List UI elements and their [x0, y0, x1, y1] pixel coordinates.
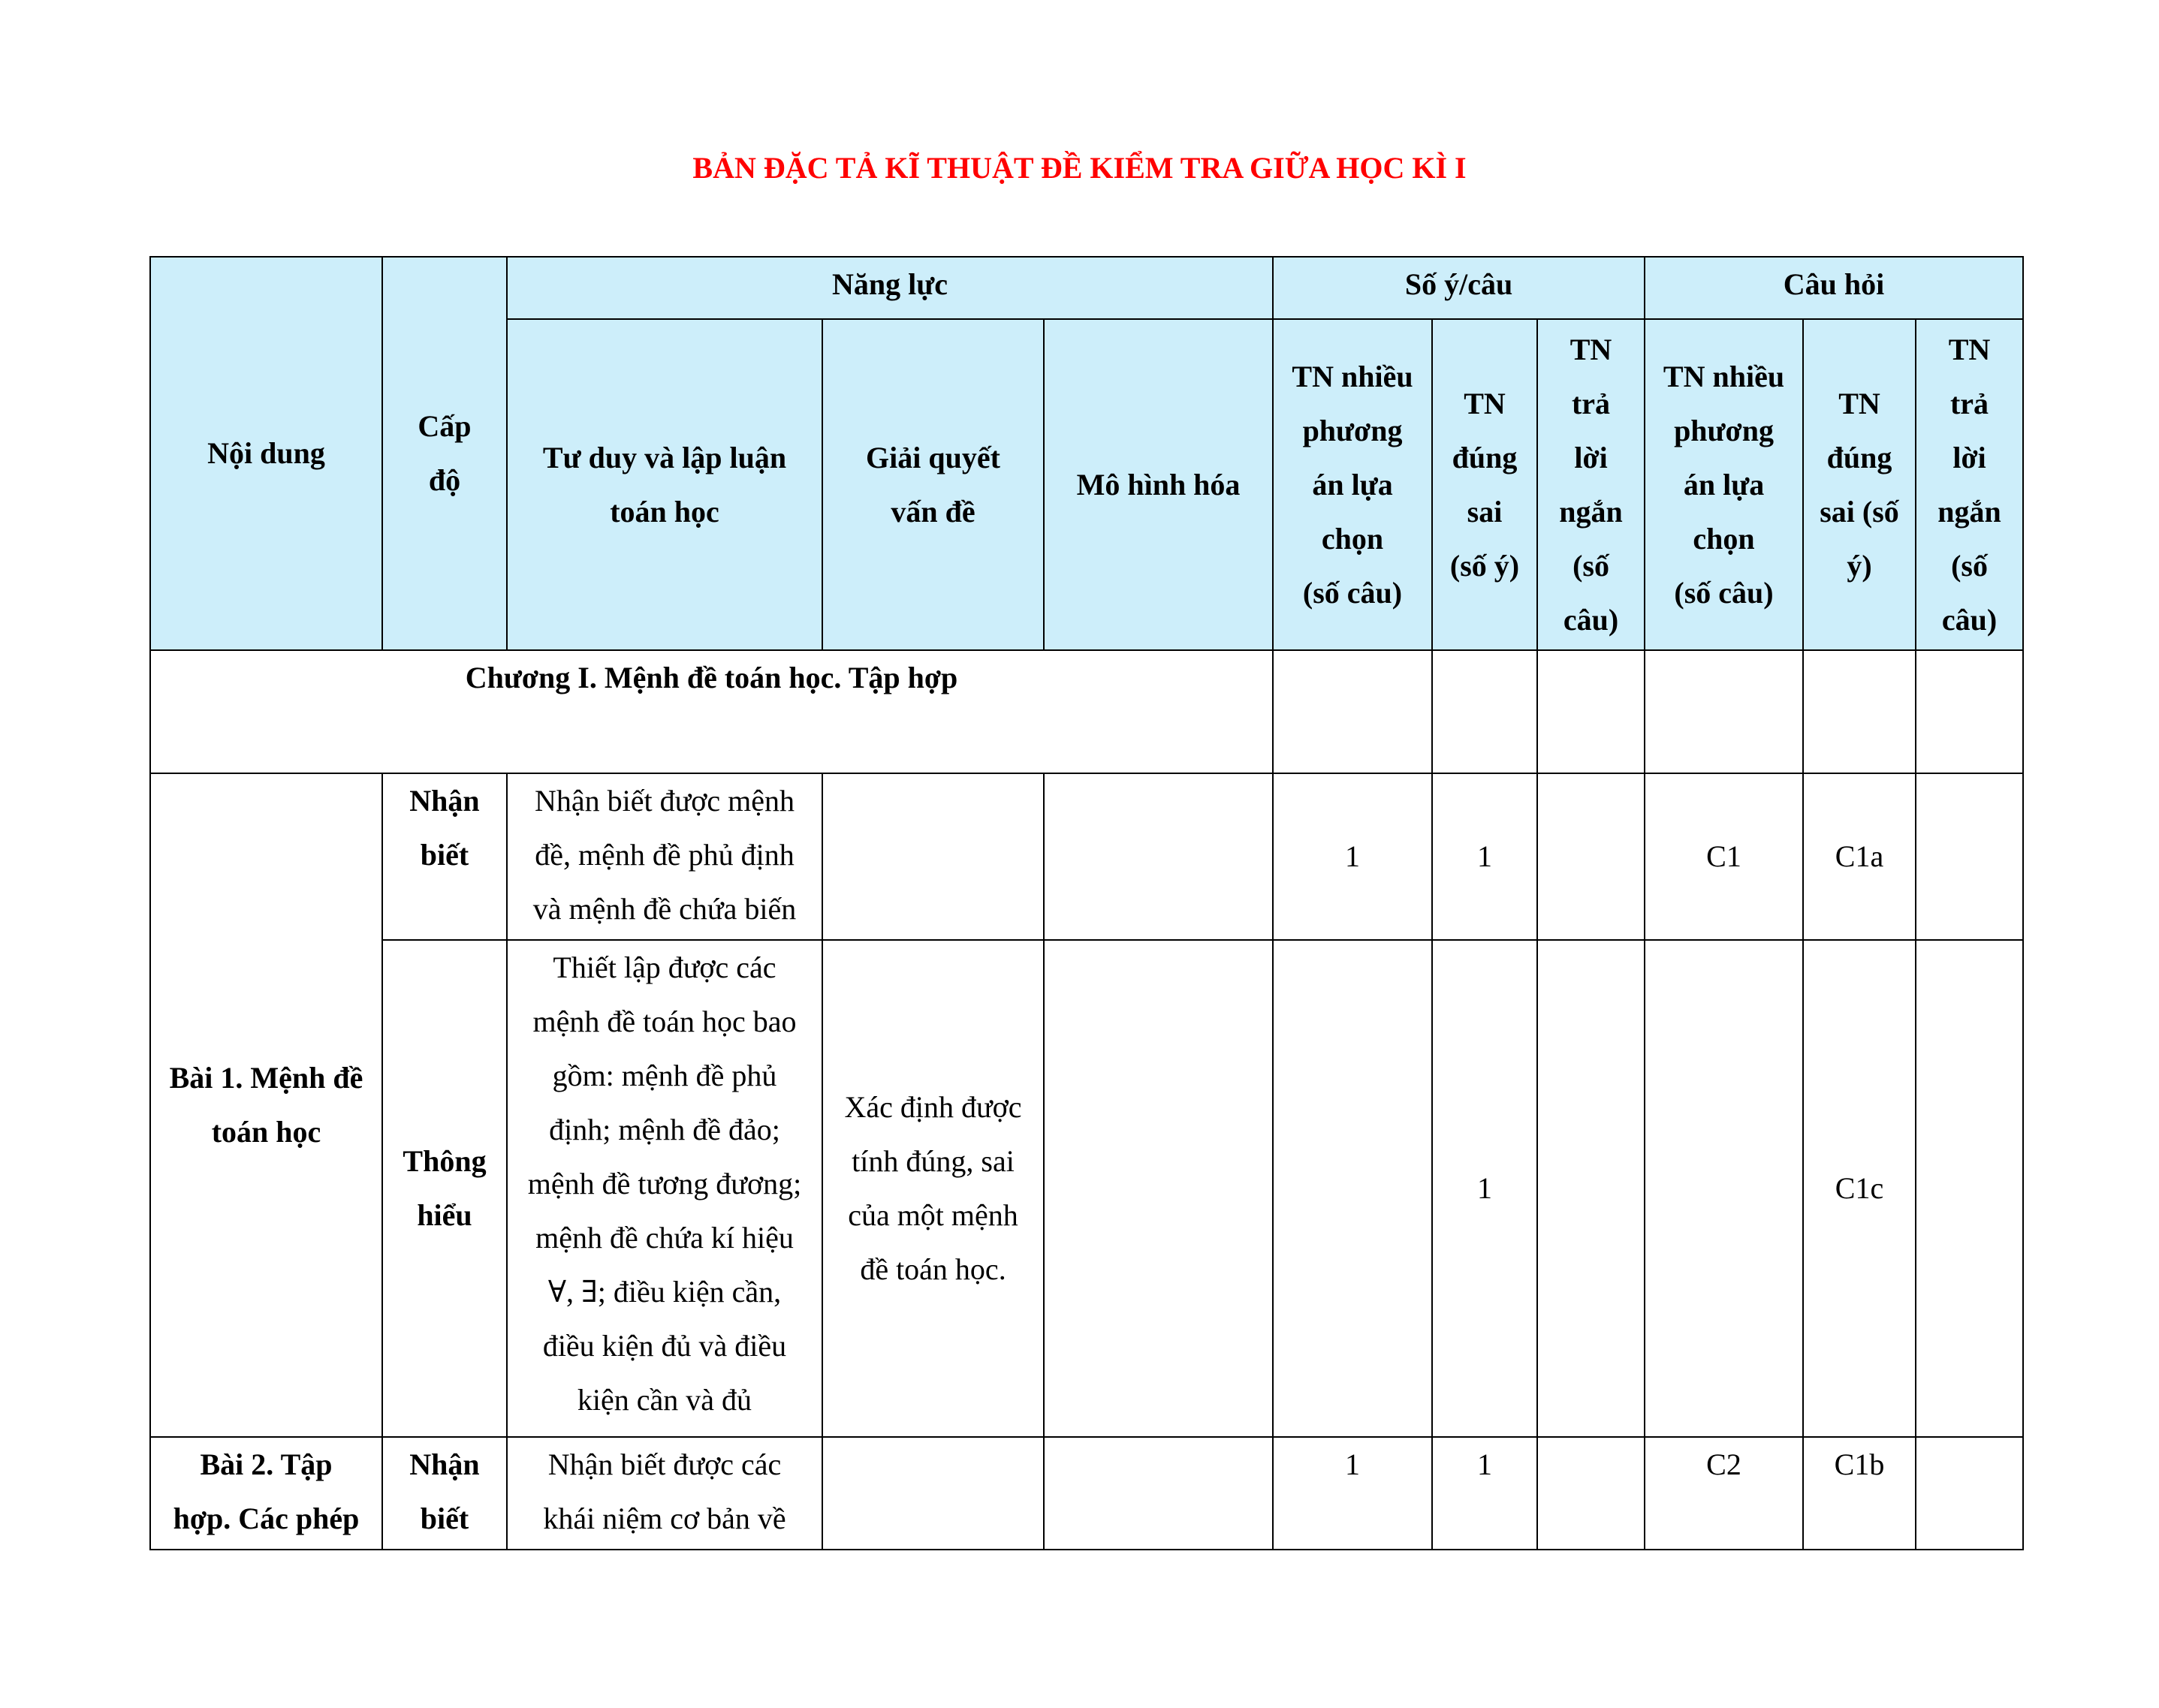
tu-duy-cell: Thiết lập được các mệnh đề toán học bao gồm: mệnh đề phủ định; mệnh đề đảo; mệnh đề tương đương; mệnh đề chứa kí hiệu ∀, ∃; điều kiện cần, điều kiện đủ và điều kiện cần và đủ — [507, 940, 822, 1437]
mo-hinh-hoa-cell — [1044, 1437, 1273, 1550]
header-tn-tra-loi-ngan: TN trả lời ngắn (số câu) — [1537, 319, 1645, 650]
header-giai-quyet: Giải quyết vấn đề — [822, 319, 1044, 650]
tu-duy-cell: Nhận biết được mệnh đề, mệnh đề phủ định và mệnh đề chứa biến — [507, 773, 822, 940]
header-tu-duy: Tư duy và lập luận toán học — [507, 319, 822, 650]
header-cau-hoi-tn-dung-sai: TN đúng sai (số ý) — [1803, 319, 1916, 650]
level-cell: Nhận biết — [382, 773, 507, 940]
chapter-title: Chương I. Mệnh đề toán học. Tập hợp — [150, 650, 1273, 773]
header-cau-hoi: Câu hỏi — [1645, 257, 2023, 319]
table-row — [150, 773, 2023, 940]
question-cell — [1916, 940, 2023, 1437]
table-cell — [1537, 650, 1645, 773]
mo-hinh-hoa-cell — [1044, 773, 1273, 940]
header-tn-dung-sai: TN đúng sai (số ý) — [1432, 319, 1537, 650]
page-title: BẢN ĐẶC TẢ KĨ THUẬT ĐỀ KIỂM TRA GIỮA HỌC KÌ I — [692, 151, 1467, 185]
header-tn-nhieu-phuong-an: TN nhiều phương án lựa chọn (số câu) — [1273, 319, 1432, 650]
header-nang-luc: Năng lực — [507, 257, 1273, 319]
count-cell: 1 — [1273, 1437, 1432, 1550]
question-cell: C1 — [1645, 773, 1803, 940]
header-noi-dung-label: Nội dung — [207, 436, 325, 470]
table-cell — [1273, 650, 1432, 773]
count-cell: 1 — [1432, 1437, 1537, 1550]
giai-quyet-cell — [822, 1437, 1044, 1550]
table-row — [150, 1437, 2023, 1550]
lesson-1-name: Bài 1. Mệnh đề toán học — [150, 773, 382, 1437]
header-cau-hoi-tn-tra-loi-ngan: TN trả lời ngắn (số câu) — [1916, 319, 2023, 650]
table-cell — [1645, 650, 1803, 773]
mo-hinh-hoa-cell — [1044, 940, 1273, 1437]
count-cell — [1537, 1437, 1645, 1550]
header-mo-hinh-hoa: Mô hình hóa — [1044, 319, 1273, 650]
question-cell — [1645, 940, 1803, 1437]
question-cell: C1b — [1803, 1437, 1916, 1550]
question-cell: C1a — [1803, 773, 1916, 940]
specification-table — [149, 256, 2024, 1550]
giai-quyet-cell — [822, 773, 1044, 940]
header-row-1 — [150, 257, 2023, 319]
header-cap-do: Cấp độ — [382, 257, 507, 650]
table-row — [150, 940, 2023, 1437]
question-cell — [1916, 773, 2023, 940]
level-cell: Thông hiểu — [382, 940, 507, 1437]
giai-quyet-cell: Xác định được tính đúng, sai của một mệnh đề toán học. — [822, 940, 1044, 1437]
table-cell — [1803, 650, 1916, 773]
count-cell: 1 — [1273, 773, 1432, 940]
count-cell: 1 — [1432, 773, 1537, 940]
header-cau-hoi-tn-nhieu-phuong-an: TN nhiều phương án lựa chọn (số câu) — [1645, 319, 1803, 650]
count-cell — [1537, 940, 1645, 1437]
lesson-2-name: Bài 2. Tập hợp. Các phép — [150, 1437, 382, 1550]
table-cell — [1916, 650, 2023, 773]
table-cell — [1432, 650, 1537, 773]
count-cell: 1 — [1432, 940, 1537, 1437]
chapter-row — [150, 650, 2023, 773]
tu-duy-cell: Nhận biết được các khái niệm cơ bản về — [507, 1437, 822, 1550]
header-so-y-cau: Số ý/câu — [1273, 257, 1645, 319]
question-cell: C2 — [1645, 1437, 1803, 1550]
count-cell — [1273, 940, 1432, 1437]
level-cell: Nhận biết — [382, 1437, 507, 1550]
count-cell — [1537, 773, 1645, 940]
question-cell — [1916, 1437, 2023, 1550]
question-cell: C1c — [1803, 940, 1916, 1437]
header-noi-dung — [150, 257, 382, 650]
